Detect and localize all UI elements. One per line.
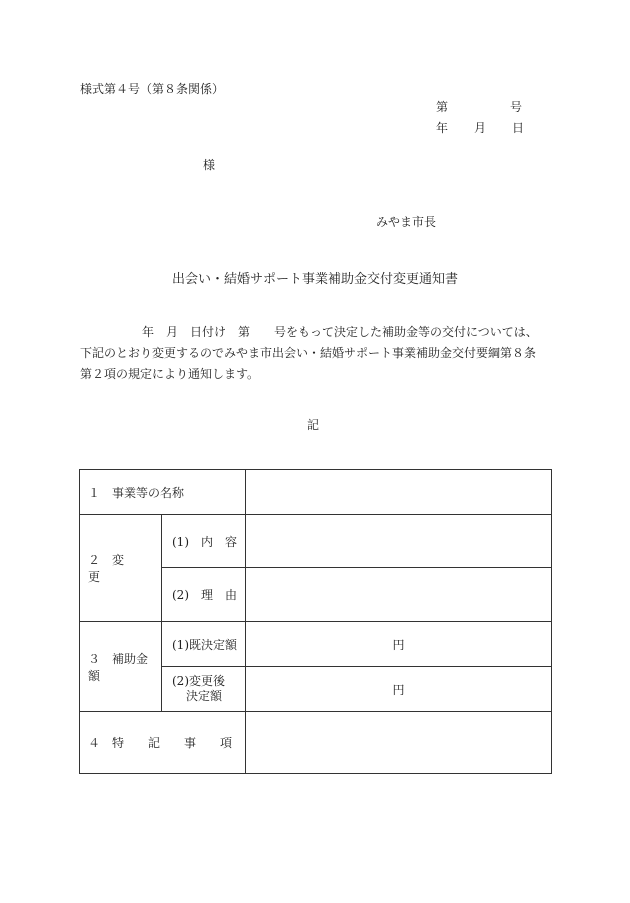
form-number: 様式第４号（第８条関係） — [80, 82, 225, 96]
row2-label: ２ 変 更 — [80, 515, 162, 622]
row3-sub2-line1: (2)変更後 — [172, 674, 225, 688]
row3-sub2 — [162, 667, 246, 712]
issuer: みやま市長 — [376, 215, 437, 229]
details-table — [79, 469, 552, 774]
table-row — [80, 712, 552, 774]
body-text — [80, 322, 560, 385]
document-number-line — [436, 98, 522, 115]
row4-label: ４ 特 記 事 項 — [80, 712, 246, 774]
ki-heading: 記 — [306, 418, 319, 432]
row3-label: ３ 補助金額 — [80, 622, 162, 712]
date-line — [436, 119, 524, 136]
row3-val2[interactable]: 円 — [246, 667, 552, 712]
row4-value[interactable] — [246, 712, 552, 774]
table-row — [80, 622, 552, 667]
row2-sub2: (2) 理 由 — [162, 568, 246, 622]
number-go: 号 — [510, 100, 523, 114]
row1-label: １ 事業等の名称 — [80, 470, 246, 515]
document-title: 出会い・結婚サポート事業補助金交付変更通知書 — [171, 272, 458, 287]
date-day: 日 — [512, 121, 525, 135]
row1-value[interactable] — [246, 470, 552, 515]
row2-val1[interactable] — [246, 515, 552, 568]
addressee-suffix: 様 — [203, 158, 216, 172]
body-line-2: 下記のとおり変更するのでみやま市出会い・結婚サポート事業補助金交付要綱第８条 — [80, 346, 537, 360]
row2-val2[interactable] — [246, 568, 552, 622]
date-year: 年 — [436, 121, 449, 135]
body-line-1: 年 月 日付け 第 号をもって決定した補助金等の交付については、 — [142, 325, 538, 339]
row3-val1[interactable]: 円 — [246, 622, 552, 667]
body-line-3: 第２項の規定により通知します。 — [80, 367, 260, 381]
number-dai: 第 — [436, 100, 449, 114]
row3-sub2-line2: 決定額 — [186, 689, 223, 703]
row2-sub1: (1) 内 容 — [162, 515, 246, 568]
date-month: 月 — [474, 121, 487, 135]
row3-sub1: (1)既決定額 — [162, 622, 246, 667]
table-row — [80, 515, 552, 568]
table-row — [80, 470, 552, 515]
